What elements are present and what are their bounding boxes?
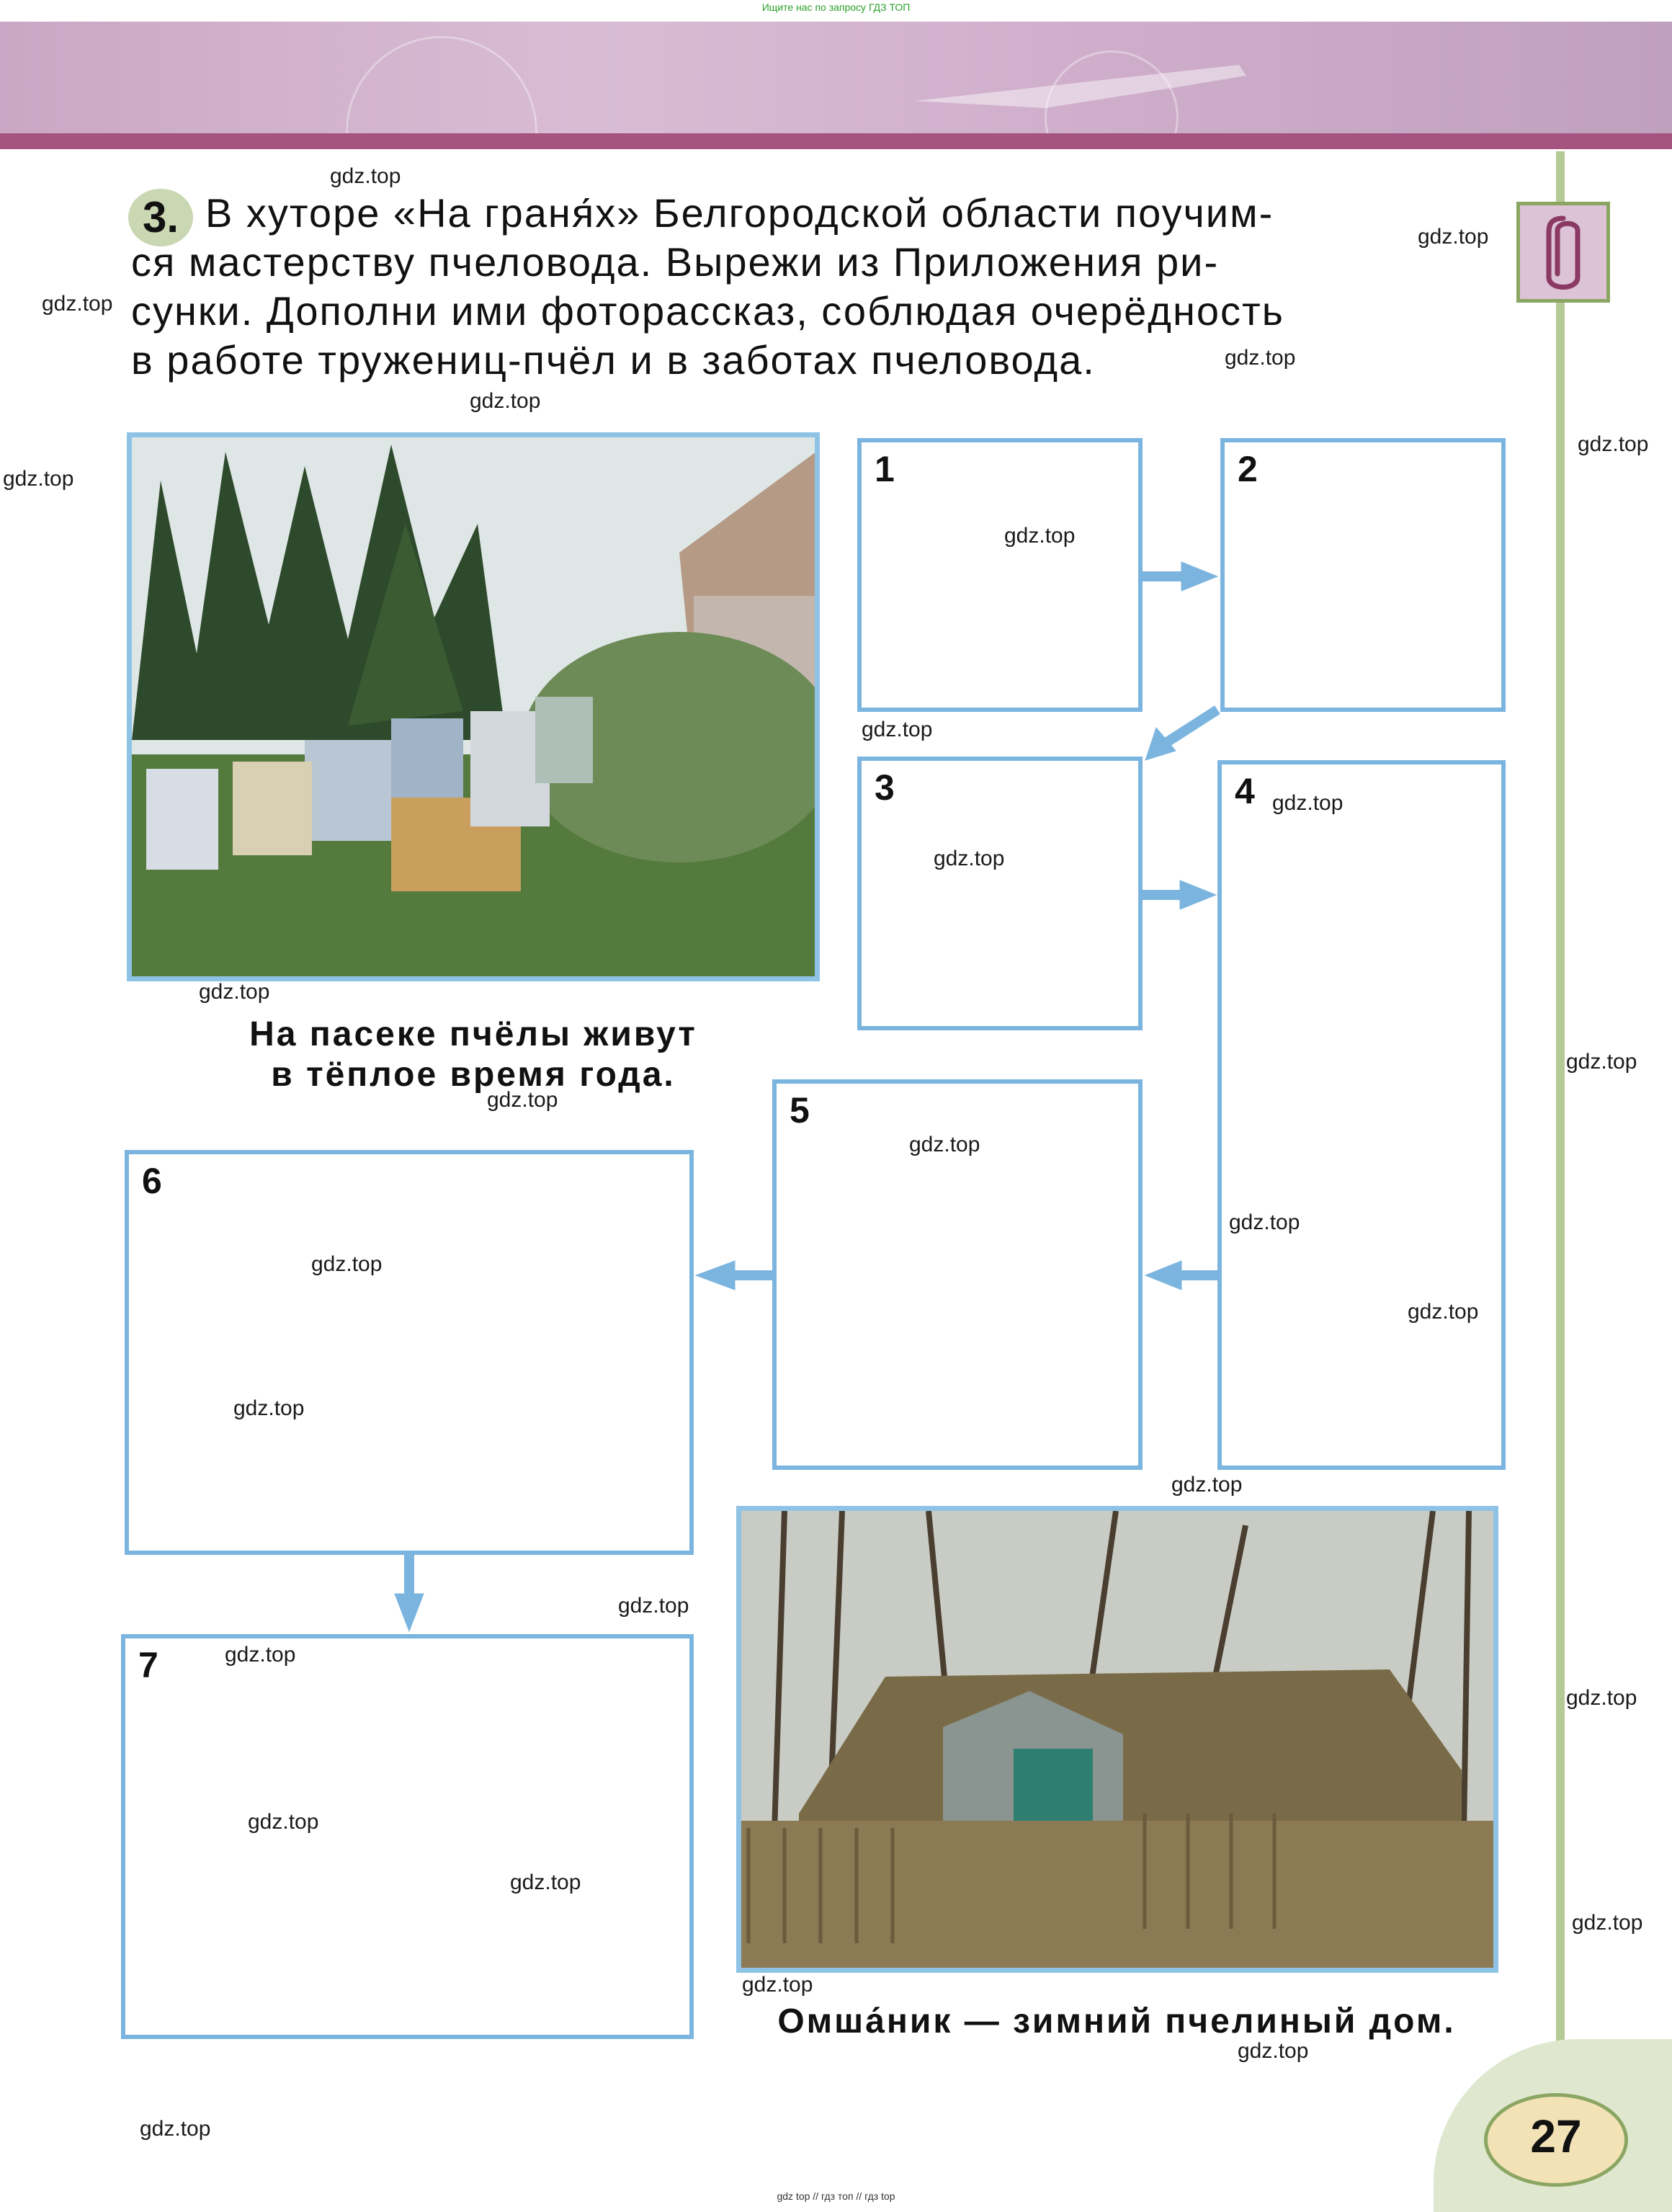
task-text-line: В хуторе «На граня́х» Белгородской области поучим- bbox=[205, 190, 1274, 236]
watermark: gdz.top bbox=[742, 1973, 813, 1997]
watermark: gdz.top bbox=[909, 1133, 980, 1156]
watermark: gdz.top bbox=[3, 467, 74, 491]
watermark: gdz.top bbox=[862, 718, 933, 741]
arrow-down-icon bbox=[395, 1555, 424, 1631]
watermark: gdz.top bbox=[934, 847, 1005, 870]
watermark: gdz.top bbox=[1578, 432, 1649, 456]
caption-line: в тёплое время года. bbox=[271, 1056, 676, 1094]
watermark: gdz.top bbox=[1229, 1210, 1300, 1234]
arrow-right-icon bbox=[1143, 880, 1216, 909]
caption-line: На пасеке пчёлы живут bbox=[249, 1015, 697, 1053]
watermark: gdz.top bbox=[1238, 2039, 1309, 2063]
watermark: gdz.top bbox=[1272, 791, 1344, 815]
task-number: 3. bbox=[142, 193, 179, 241]
frame-number: 4 bbox=[1235, 771, 1255, 811]
page-number: 27 bbox=[1530, 2110, 1582, 2162]
frame-number: 3 bbox=[875, 767, 895, 808]
watermark: gdz.top bbox=[487, 1088, 558, 1112]
watermark: gdz.top bbox=[42, 292, 113, 316]
watermark: gdz.top bbox=[1408, 1300, 1479, 1324]
frame-number: 2 bbox=[1238, 449, 1258, 489]
watermark: gdz.top bbox=[225, 1643, 296, 1667]
watermark: gdz.top bbox=[248, 1810, 319, 1834]
watermark: gdz.top bbox=[1171, 1473, 1243, 1497]
watermark: gdz.top bbox=[233, 1396, 305, 1420]
task-text-line: сунки. Дополни ими фоторассказ, соблюдая очерёдность bbox=[131, 288, 1284, 334]
arrow-left-icon bbox=[1145, 1261, 1217, 1290]
watermark: gdz.top bbox=[1004, 524, 1076, 548]
watermark: gdz.top bbox=[1418, 225, 1489, 249]
task-text-line: ся мастерству пчеловода. Вырежи из Приложения ри- bbox=[131, 239, 1220, 285]
watermark: gdz.top bbox=[330, 164, 401, 188]
arrow-right-icon bbox=[1143, 562, 1217, 591]
watermark: gdz.top bbox=[140, 2117, 211, 2141]
watermark: gdz.top bbox=[1566, 1050, 1637, 1074]
task-text-line: в работе тружениц-пчёл и в заботах пчеловода. bbox=[131, 337, 1096, 383]
footer-note: gdz top // гдз топ // гдз top bbox=[777, 2190, 895, 2202]
watermark: gdz.top bbox=[1566, 1686, 1637, 1710]
arrow-left-icon bbox=[696, 1261, 772, 1290]
frame-number: 7 bbox=[138, 1645, 158, 1685]
search-hint: Ищите нас по запросу ГДЗ ТОП bbox=[761, 1, 911, 13]
frame-number: 6 bbox=[142, 1161, 162, 1201]
watermark: gdz.top bbox=[1225, 346, 1296, 370]
watermark: gdz.top bbox=[1572, 1911, 1643, 1935]
watermark: gdz.top bbox=[618, 1594, 689, 1618]
frame-number: 5 bbox=[790, 1090, 810, 1130]
arrow-down-left-icon bbox=[1145, 710, 1217, 760]
frame-number: 1 bbox=[875, 449, 895, 489]
watermark: gdz.top bbox=[470, 389, 541, 413]
winter-bee-house-caption: Омша́ник — зимний пчелиный дом. bbox=[777, 2002, 1456, 2041]
watermark: gdz.top bbox=[510, 1870, 581, 1894]
watermark: gdz.top bbox=[311, 1252, 383, 1276]
watermark: gdz.top bbox=[199, 980, 270, 1004]
